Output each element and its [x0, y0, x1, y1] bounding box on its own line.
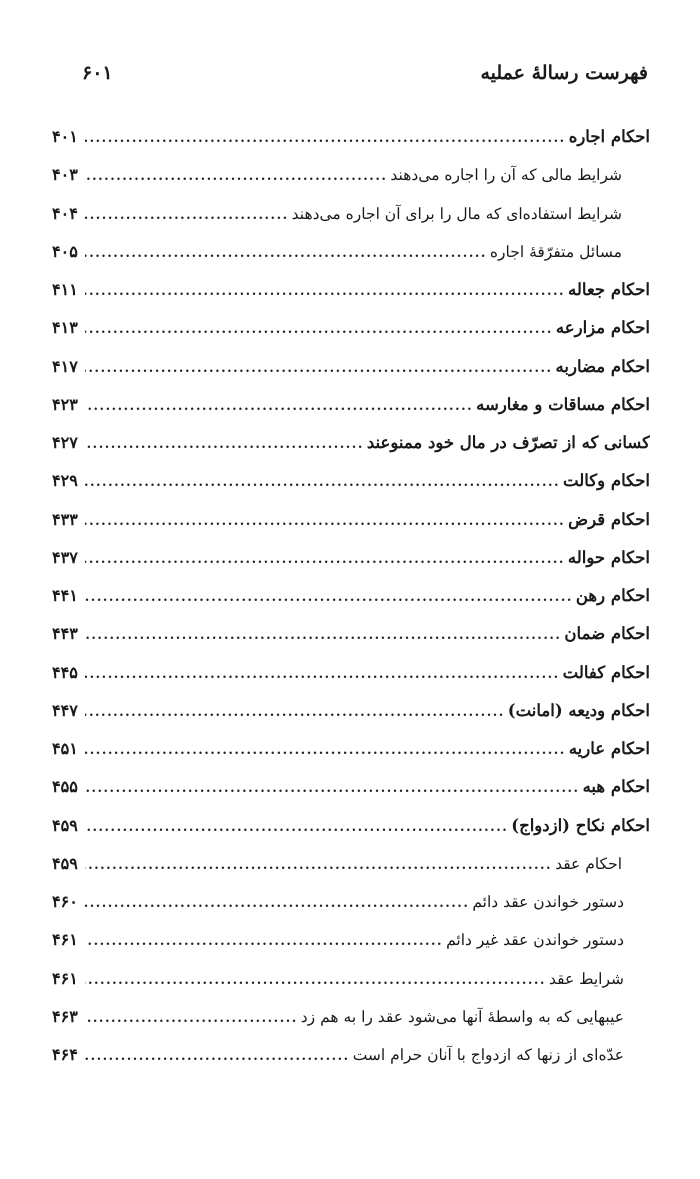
toc-entry[interactable] [52, 318, 650, 356]
toc-entry-page: ۴۰۵ [52, 241, 78, 261]
toc-entry-title: احکام مساقات و مغارسه [476, 394, 650, 414]
toc-entry-title: احکام قرض [568, 509, 650, 529]
dot-leader [85, 820, 508, 835]
toc-entry-title: عیبهایی که به واسطهٔ آنها می‌شود عقد را به هم زد [300, 1007, 624, 1026]
page-header [82, 62, 648, 98]
toc-entry-page: ۴۰۳ [52, 165, 78, 185]
table-of-contents [52, 127, 650, 1083]
toc-entry-title: احکام حواله [567, 547, 650, 567]
toc-entry-page: ۴۵۵ [52, 777, 78, 797]
toc-entry-title: دستور خواندن عقد دائم [472, 893, 624, 911]
toc-entry-title: احکام هبه [582, 777, 650, 797]
toc-entry-title: شرایط عقد [548, 969, 624, 988]
dot-leader [85, 667, 560, 682]
dot-leader [85, 169, 387, 184]
dot-leader [85, 1011, 298, 1026]
toc-entry-page: ۴۲۳ [52, 394, 78, 414]
toc-entry-title: احکام ودیعه (امانت) [507, 700, 650, 720]
toc-entry-page: ۴۶۰ [52, 892, 78, 911]
dot-leader [85, 934, 443, 949]
dot-leader [85, 743, 566, 758]
toc-entry-title: دستور خواندن عقد غیر دائم [446, 931, 624, 950]
toc-entry[interactable] [52, 548, 650, 586]
dot-leader [85, 208, 289, 223]
toc-entry[interactable] [52, 395, 650, 433]
toc-entry-page: ۴۶۳ [52, 1006, 78, 1026]
toc-entry[interactable] [52, 165, 650, 203]
toc-entry-title: شرایط مالی که آن را اجاره می‌دهند [390, 166, 622, 185]
dot-leader [85, 284, 565, 299]
toc-entry[interactable] [52, 816, 650, 854]
toc-entry-page: ۴۰۱ [52, 127, 78, 146]
dot-leader [85, 858, 552, 873]
toc-entry-title: احکام عقد [555, 854, 622, 873]
toc-entry-page: ۴۱۷ [52, 356, 78, 376]
dot-leader [85, 973, 546, 988]
toc-entry[interactable] [52, 1007, 650, 1045]
dot-leader [85, 361, 553, 376]
toc-entry-page: ۴۳۷ [52, 547, 78, 567]
toc-entry-title: احکام مزارعه [555, 318, 650, 338]
toc-entry[interactable] [52, 969, 650, 1007]
dot-leader [85, 705, 505, 720]
toc-entry-title: مسائل متفرّقهٔ اجاره [489, 242, 622, 261]
toc-entry[interactable] [52, 242, 650, 280]
toc-entry-page: ۴۴۳ [52, 624, 78, 644]
toc-entry-page: ۴۲۹ [52, 471, 78, 491]
toc-entry-title: احکام جعاله [568, 280, 650, 299]
toc-entry-title: عدّه‌ای از زنها که ازدواج با آنان حرام است [352, 1046, 624, 1064]
dot-leader [85, 896, 469, 911]
dot-leader [85, 322, 553, 337]
dot-leader [85, 1049, 350, 1064]
toc-entry-page: ۴۱۱ [52, 280, 78, 299]
toc-entry-title: احکام اجاره [568, 127, 650, 146]
toc-entry-page: ۴۱۳ [52, 318, 78, 338]
dot-leader [85, 628, 561, 643]
dot-leader [85, 781, 580, 796]
toc-entry[interactable] [52, 892, 650, 930]
toc-entry-page: ۴۴۷ [52, 700, 78, 720]
page-number: ۶۰۱ [82, 62, 113, 84]
toc-entry-title: شرایط استفاده‌ای که مال را برای آن اجاره می‌دهند [291, 204, 622, 223]
toc-entry-title: احکام نکاح (ازدواج) [511, 815, 650, 835]
toc-entry[interactable] [52, 357, 650, 395]
dot-leader [85, 437, 364, 452]
running-title: فهرست رسالهٔ عملیه [480, 62, 648, 84]
dot-leader [85, 590, 573, 605]
toc-entry[interactable] [52, 280, 650, 318]
toc-entry[interactable] [52, 127, 650, 165]
toc-entry[interactable] [52, 739, 650, 777]
toc-entry[interactable] [52, 663, 650, 701]
toc-entry-page: ۴۶۱ [52, 968, 78, 988]
toc-entry-title: احکام عاریه [568, 739, 650, 758]
dot-leader [85, 552, 565, 567]
toc-entry-page: ۴۵۱ [52, 739, 78, 758]
dot-leader [85, 131, 566, 146]
toc-entry-page: ۴۴۵ [52, 662, 78, 682]
toc-entry-page: ۴۵۹ [52, 815, 78, 835]
toc-entry-page: ۴۴۱ [52, 586, 78, 605]
toc-entry[interactable] [52, 510, 650, 548]
toc-entry[interactable] [52, 930, 650, 968]
toc-entry[interactable] [52, 777, 650, 815]
toc-entry[interactable] [52, 471, 650, 509]
dot-leader [85, 514, 565, 529]
toc-entry[interactable] [52, 204, 650, 242]
toc-entry[interactable] [52, 586, 650, 624]
toc-entry-title: احکام ضمان [564, 624, 650, 644]
toc-entry-title: احکام وکالت [563, 471, 650, 491]
toc-entry[interactable] [52, 433, 650, 471]
toc-entry-page: ۴۶۴ [52, 1045, 78, 1064]
toc-entry[interactable] [52, 701, 650, 739]
toc-entry-page: ۴۵۹ [52, 853, 78, 873]
toc-entry-page: ۴۲۷ [52, 433, 78, 452]
toc-entry-title: احکام رهن [575, 586, 650, 605]
dot-leader [85, 399, 473, 414]
toc-entry-title: کسانی که از تصرّف در مال خود ممنوعند [366, 433, 650, 452]
toc-entry[interactable] [52, 624, 650, 662]
toc-entry[interactable] [52, 1045, 650, 1083]
dot-leader [85, 475, 560, 490]
toc-entry-page: ۴۳۳ [52, 509, 78, 529]
toc-entry-page: ۴۶۱ [52, 930, 78, 950]
toc-entry-title: احکام کفالت [562, 662, 650, 682]
toc-entry-title: احکام مضاربه [555, 356, 650, 376]
toc-entry-page: ۴۰۴ [52, 203, 78, 223]
toc-entry[interactable] [52, 854, 650, 892]
dot-leader [85, 246, 487, 261]
